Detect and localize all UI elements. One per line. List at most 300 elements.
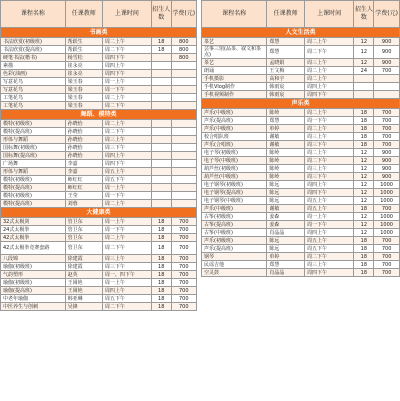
- table-row: [1, 226, 197, 234]
- course-name-cell: 空灵鼓: [202, 269, 267, 277]
- enrollment-cell: 18: [151, 234, 171, 242]
- course-name-cell: 32式太极剑: [1, 218, 66, 226]
- teacher-cell: 管卫东: [65, 226, 102, 234]
- tuition-header: 学费(元): [374, 1, 400, 28]
- enrollment-cell: 18: [354, 141, 374, 149]
- teacher-header: 任课教师: [65, 1, 102, 28]
- tuition-cell: [171, 70, 197, 78]
- enrollment-cell: [151, 176, 171, 184]
- table-row: [1, 295, 197, 303]
- course-name-cell: 国标舞(提高班): [1, 152, 66, 160]
- table-row: [1, 242, 197, 255]
- class-time-cell: 周二下午: [102, 303, 151, 311]
- tuition-cell: 900: [374, 149, 400, 157]
- course-name-cell: 声乐(提高班): [202, 117, 267, 125]
- course-name-cell: 形体与舞蹈: [1, 136, 66, 144]
- course-name-cell: 形体与舞蹈: [1, 168, 66, 176]
- section-header-row: [1, 110, 197, 120]
- course-name-cell: 气韵塑形: [1, 271, 66, 279]
- course-name-cell: 声乐(初级班): [202, 237, 267, 245]
- course-name-cell: 写意花鸟: [1, 86, 66, 94]
- course-name-cell: 广场舞: [1, 160, 66, 168]
- teacher-cell: 梁玉春: [65, 78, 102, 86]
- teacher-cell: 陈岭: [267, 165, 305, 173]
- enrollment-cell: [151, 86, 171, 94]
- enrollment-cell: 18: [151, 271, 171, 279]
- teacher-cell: 徐建霞: [65, 263, 102, 271]
- tuition-cell: 700: [171, 242, 197, 255]
- course-name-cell: 电子钢琴(提高班): [202, 189, 267, 197]
- teacher-cell: 刘蓉: [65, 200, 102, 208]
- left-table-body: [1, 28, 197, 311]
- teacher-cell: 韩亚琳: [65, 295, 102, 303]
- section-header-row: [1, 28, 197, 38]
- table-row: [202, 165, 400, 173]
- teacher-cell: 吴锋: [65, 303, 102, 311]
- tuition-cell: 700: [374, 205, 400, 213]
- teacher-cell: 王岡艳: [65, 287, 102, 295]
- table-row: [1, 62, 197, 70]
- teacher-cell: 肖晶晶: [267, 229, 305, 237]
- class-time-cell: 周一、四下午: [102, 271, 151, 279]
- class-time-cell: 周三上午: [102, 136, 151, 144]
- class-time-cell: 周四下午: [304, 91, 354, 99]
- tuition-cell: 700: [171, 263, 197, 271]
- enrollment-cell: 18: [151, 279, 171, 287]
- enrollment-cell: [151, 62, 171, 70]
- class-time-cell: 周五下午: [102, 176, 151, 184]
- tuition-cell: [171, 152, 197, 160]
- tuition-cell: [171, 94, 197, 102]
- enrollment-cell: 12: [354, 197, 374, 205]
- table-row: [1, 136, 197, 144]
- teacher-cell: 孙晓怡: [65, 128, 102, 136]
- class-time-cell: 周五上午: [102, 168, 151, 176]
- enrollment-cell: 12: [354, 165, 374, 173]
- tuition-cell: 1000: [374, 181, 400, 189]
- table-row: [1, 70, 197, 78]
- teacher-cell: 帮跃生: [65, 46, 102, 54]
- table-row: [1, 160, 197, 168]
- enrollment-cell: [151, 102, 171, 110]
- table-row: [1, 263, 197, 271]
- teacher-cell: 梁玉春: [65, 86, 102, 94]
- table-row: [1, 78, 197, 86]
- enrollment-cell: 18: [151, 242, 171, 255]
- tuition-cell: [171, 184, 197, 192]
- class-time-cell: 周三下午: [304, 173, 354, 181]
- tuition-cell: 700: [171, 234, 197, 242]
- tuition-cell: [374, 91, 400, 99]
- table-row: [202, 237, 400, 245]
- table-row: [1, 94, 197, 102]
- class-time-cell: 周一上午: [102, 279, 151, 287]
- table-row: [202, 261, 400, 269]
- class-time-cell: 周一下午: [304, 117, 354, 125]
- teacher-cell: 王文梅: [267, 67, 305, 75]
- teacher-cell: 崔永亮: [65, 62, 102, 70]
- enrollment-cell: 12: [354, 229, 374, 237]
- tuition-cell: 700: [374, 269, 400, 277]
- table-row: [1, 54, 197, 62]
- enrollment-cell: [151, 136, 171, 144]
- teacher-cell: 王岡艳: [65, 279, 102, 287]
- teacher-cell: 韩雨宸: [267, 83, 305, 91]
- enrollment-cell: 12: [354, 221, 374, 229]
- enrollment-cell: 18: [151, 38, 171, 46]
- course-name-cell: 葫芦丝(中级班): [202, 173, 267, 181]
- course-name-cell: 电子琴(初级班): [202, 149, 267, 157]
- enrollment-cell: 12: [354, 157, 374, 165]
- course-name-cell: 朗诵: [202, 67, 267, 75]
- enrollment-cell: 12: [354, 38, 374, 46]
- teacher-cell: 郑慧: [267, 38, 305, 46]
- tuition-cell: 700: [374, 237, 400, 245]
- enrollment-cell: 18: [354, 125, 374, 133]
- tuition-cell: [171, 168, 197, 176]
- tuition-cell: 700: [171, 287, 197, 295]
- course-name-cell: 八段锦: [1, 255, 66, 263]
- enrollment-cell: 12: [354, 59, 374, 67]
- tuition-cell: 700: [171, 255, 197, 263]
- course-name-cell: 24式太极拳: [1, 226, 66, 234]
- teacher-cell: 陈岭: [267, 173, 305, 181]
- table-row: [202, 109, 400, 117]
- course-name-cell: 手机视频制作: [202, 91, 267, 99]
- teacher-cell: 陈远: [267, 189, 305, 197]
- class-time-cell: 周一下午: [304, 221, 354, 229]
- course-name-cell: 42式太极拳: [1, 234, 66, 242]
- enrollment-cell: 18: [354, 269, 374, 277]
- teacher-cell: 陈岭: [267, 157, 305, 165]
- teacher-cell: 姜森: [267, 213, 305, 221]
- tuition-cell: [171, 192, 197, 200]
- teacher-cell: 韩雨宸: [267, 91, 305, 99]
- table-row: [1, 234, 197, 242]
- class-time-header: 上课时间: [304, 1, 354, 28]
- teacher-cell: 孙晓怡: [65, 120, 102, 128]
- class-time-cell: 周四下午: [304, 269, 354, 277]
- class-time-cell: 周二上午: [304, 109, 354, 117]
- table-row: [202, 173, 400, 181]
- table-row: [1, 176, 197, 184]
- course-name-cell: 国标舞(初级班): [1, 144, 66, 152]
- table-row: [202, 59, 400, 67]
- tuition-cell: [171, 120, 197, 128]
- tuition-cell: [171, 200, 197, 208]
- table-row: [202, 75, 400, 83]
- class-time-cell: 周二上午: [102, 94, 151, 102]
- teacher-cell: 孙晓怡: [65, 136, 102, 144]
- section-title: 舞蹈、模特类: [1, 110, 197, 120]
- table-row: [202, 46, 400, 59]
- enrollment-cell: 12: [354, 46, 374, 59]
- table-row: [202, 205, 400, 213]
- class-time-cell: 周三上午: [304, 261, 354, 269]
- tuition-cell: [171, 136, 197, 144]
- course-name-cell: 校合唱队班: [202, 133, 267, 141]
- tuition-cell: [171, 86, 197, 94]
- class-time-cell: 周二上午: [304, 38, 354, 46]
- class-time-cell: 周三下午: [304, 141, 354, 149]
- course-name-cell: 葫芦丝(初级班): [202, 165, 267, 173]
- table-row: [1, 152, 197, 160]
- teacher-cell: 管卫东: [65, 218, 102, 226]
- teacher-cell: 陈远: [267, 237, 305, 245]
- enrollment-cell: 12: [354, 149, 374, 157]
- enrollment-cell: [151, 54, 171, 62]
- course-name-cell: 素描: [1, 62, 66, 70]
- course-name-cell: 声乐(提高班): [202, 245, 267, 253]
- section-header-row: [1, 208, 197, 218]
- teacher-cell: 陈岭: [267, 149, 305, 157]
- class-time-cell: 周一上午: [102, 78, 151, 86]
- teacher-cell: 孟晓娟: [267, 59, 305, 67]
- tuition-cell: 1000: [374, 229, 400, 237]
- table-row: [1, 287, 197, 295]
- table-row: [1, 102, 197, 110]
- table-row: [1, 255, 197, 263]
- enrollment-cell: 18: [151, 226, 171, 234]
- tuition-cell: 1000: [374, 221, 400, 229]
- teacher-cell: 李嘉: [65, 168, 102, 176]
- course-name-cell: 古筝(提高班): [202, 221, 267, 229]
- course-name-cell: 瑜伽(初级班): [1, 263, 66, 271]
- teacher-cell: 管卫东: [65, 242, 102, 255]
- section-title: 大健康类: [1, 208, 197, 218]
- course-name-cell: 硬笔书法(楷书): [1, 54, 66, 62]
- teacher-cell: 师红红: [65, 176, 102, 184]
- class-time-cell: 周四上午: [304, 181, 354, 189]
- enrollment-cell: 18: [151, 303, 171, 311]
- left-course-table: [0, 0, 197, 311]
- tuition-cell: 700: [374, 67, 400, 75]
- class-time-cell: 周一下午: [102, 86, 151, 94]
- course-name-cell: 手机摄影: [202, 75, 267, 83]
- tuition-header: 学费(元): [171, 1, 197, 28]
- teacher-cell: 郑慧: [267, 117, 305, 125]
- enrollment-cell: 12: [354, 181, 374, 189]
- class-time-cell: 周五上午: [304, 205, 354, 213]
- teacher-cell: 郑慧: [267, 46, 305, 59]
- enrollment-cell: [151, 70, 171, 78]
- enrollment-cell: [151, 192, 171, 200]
- table-row: [1, 38, 197, 46]
- table-row: [202, 245, 400, 253]
- tuition-cell: 700: [374, 133, 400, 141]
- enrollment-cell: 18: [151, 287, 171, 295]
- tuition-cell: 700: [171, 218, 197, 226]
- table-row: [1, 271, 197, 279]
- tuition-cell: [171, 176, 197, 184]
- teacher-cell: 谢敏: [267, 141, 305, 149]
- enrollment-cell: 24: [354, 67, 374, 75]
- tuition-cell: 900: [374, 59, 400, 67]
- class-time-cell: 周二下午: [102, 102, 151, 110]
- teacher-cell: 师红红: [65, 184, 102, 192]
- table-row: [202, 189, 400, 197]
- teacher-cell: 姜森: [267, 221, 305, 229]
- course-name-cell: 茶艺: [202, 38, 267, 46]
- tuition-cell: 700: [374, 141, 400, 149]
- enrollment-header: 招生人数: [354, 1, 374, 28]
- tuition-cell: 900: [374, 165, 400, 173]
- tuition-cell: 700: [171, 271, 197, 279]
- table-row: [1, 279, 197, 287]
- table-row: [1, 86, 197, 94]
- tuition-cell: 900: [374, 173, 400, 181]
- teacher-cell: 肖晶晶: [267, 269, 305, 277]
- enrollment-cell: 18: [354, 109, 374, 117]
- table-row: [1, 128, 197, 136]
- class-time-cell: 周二上午: [102, 120, 151, 128]
- class-time-cell: 周一上午: [102, 184, 151, 192]
- course-name-header: 课程名称: [1, 1, 66, 28]
- tuition-cell: 800: [171, 54, 197, 62]
- enrollment-cell: 18: [354, 253, 374, 261]
- class-time-cell: 周二上午: [102, 234, 151, 242]
- class-time-cell: 周二上午: [304, 67, 354, 75]
- enrollment-cell: 18: [354, 117, 374, 125]
- table-header-row: [202, 1, 400, 28]
- tuition-cell: 900: [374, 38, 400, 46]
- table-row: [202, 149, 400, 157]
- course-name-cell: 色彩(油画): [1, 70, 66, 78]
- course-name-cell: 电子钢琴(初级班): [202, 181, 267, 189]
- class-time-cell: 周三上午: [102, 255, 151, 263]
- enrollment-cell: [151, 144, 171, 152]
- teacher-cell: 陈远: [267, 245, 305, 253]
- left-course-table-panel: [0, 0, 197, 311]
- class-time-cell: 周二上午: [304, 75, 354, 83]
- tuition-cell: [171, 160, 197, 168]
- enrollment-cell: [151, 200, 171, 208]
- teacher-header: 任课教师: [267, 1, 305, 28]
- class-time-cell: 周三上午: [304, 133, 354, 141]
- class-time-cell: 周五下午: [304, 245, 354, 253]
- class-time-cell: 周二上午: [102, 200, 151, 208]
- class-time-cell: 周一上午: [102, 218, 151, 226]
- class-time-cell: 周三下午: [102, 263, 151, 271]
- enrollment-cell: [151, 94, 171, 102]
- class-time-cell: 周五上午: [304, 197, 354, 205]
- course-name-cell: 模特(初级班): [1, 120, 66, 128]
- tuition-cell: [374, 75, 400, 83]
- class-time-cell: 周二上午: [304, 125, 354, 133]
- class-time-cell: 周二下午: [304, 46, 354, 59]
- tuition-cell: 1000: [374, 189, 400, 197]
- course-name-cell: 声乐(合唱班): [202, 141, 267, 149]
- class-time-cell: 周二下午: [102, 242, 151, 255]
- table-row: [202, 197, 400, 205]
- class-time-cell: 周四上午: [102, 62, 151, 70]
- tuition-cell: [171, 78, 197, 86]
- enrollment-cell: 18: [354, 133, 374, 141]
- table-row: [1, 200, 197, 208]
- tuition-cell: 700: [171, 303, 197, 311]
- course-name-cell: 中老年瑜伽: [1, 295, 66, 303]
- tuition-cell: [171, 144, 197, 152]
- teacher-cell: 谢敏: [267, 205, 305, 213]
- table-header-row: [1, 1, 197, 28]
- class-time-cell: 周三上午: [304, 165, 354, 173]
- course-name-cell: 声乐(中级班): [202, 109, 267, 117]
- table-row: [1, 46, 197, 54]
- tuition-cell: 700: [171, 226, 197, 234]
- enrollment-cell: 18: [151, 263, 171, 271]
- teacher-cell: 杨雪松: [65, 54, 102, 62]
- teacher-cell: 王莹: [65, 192, 102, 200]
- course-name-cell: 古筝(中级班): [202, 229, 267, 237]
- tuition-cell: 700: [374, 109, 400, 117]
- class-time-cell: 周四下午: [304, 189, 354, 197]
- class-time-cell: 周二上午: [304, 149, 354, 157]
- enrollment-cell: [151, 152, 171, 160]
- teacher-cell: 徐建霞: [65, 255, 102, 263]
- table-row: [202, 253, 400, 261]
- table-row: [202, 181, 400, 189]
- enrollment-cell: [354, 83, 374, 91]
- tuition-cell: 700: [171, 295, 197, 303]
- enrollment-cell: 18: [151, 218, 171, 226]
- teacher-cell: 单婷: [267, 253, 305, 261]
- teacher-cell: 梁玉春: [65, 102, 102, 110]
- course-name-cell: 古筝(初级班): [202, 213, 267, 221]
- course-name-cell: 瑜伽(提高班): [1, 287, 66, 295]
- course-name-cell: 芸事三馆(品茶、叙文和茶点): [202, 46, 267, 59]
- table-row: [202, 133, 400, 141]
- tuition-cell: 1000: [374, 197, 400, 205]
- class-time-cell: 周四上午: [304, 229, 354, 237]
- enrollment-cell: 18: [151, 255, 171, 263]
- class-time-cell: 周四上午: [102, 152, 151, 160]
- course-name-cell: 茶艺: [202, 59, 267, 67]
- tuition-cell: 1000: [374, 213, 400, 221]
- enrollment-cell: 18: [354, 237, 374, 245]
- table-row: [202, 83, 400, 91]
- enrollment-cell: 18: [354, 261, 374, 269]
- teacher-cell: 帮跃生: [65, 38, 102, 46]
- tuition-cell: 700: [374, 253, 400, 261]
- course-name-cell: 手机Vlog制作: [202, 83, 267, 91]
- enrollment-cell: [354, 91, 374, 99]
- table-row: [202, 269, 400, 277]
- course-name-cell: 钢琴: [202, 253, 267, 261]
- enrollment-cell: [151, 78, 171, 86]
- table-row: [1, 184, 197, 192]
- table-row: [202, 91, 400, 99]
- class-time-cell: 周一上午: [304, 213, 354, 221]
- teacher-cell: 赵英: [65, 271, 102, 279]
- class-time-cell: 周三上午: [304, 59, 354, 67]
- enrollment-cell: [151, 184, 171, 192]
- class-time-cell: 周四上午: [102, 287, 151, 295]
- teacher-cell: 孙晓怡: [65, 152, 102, 160]
- enrollment-cell: 18: [151, 46, 171, 54]
- tuition-cell: 700: [374, 261, 400, 269]
- enrollment-cell: [354, 75, 374, 83]
- course-name-header: 课程名称: [202, 1, 267, 28]
- table-row: [1, 168, 197, 176]
- course-name-cell: 书法欣赏(初级班): [1, 38, 66, 46]
- enrollment-cell: 12: [354, 173, 374, 181]
- enrollment-cell: 12: [354, 213, 374, 221]
- class-time-cell: 周一下午: [102, 226, 151, 234]
- enrollment-cell: [151, 128, 171, 136]
- course-name-cell: 瑜伽(初级班): [1, 279, 66, 287]
- class-time-cell: 周一下午: [102, 192, 151, 200]
- class-time-cell: 周四上午: [304, 83, 354, 91]
